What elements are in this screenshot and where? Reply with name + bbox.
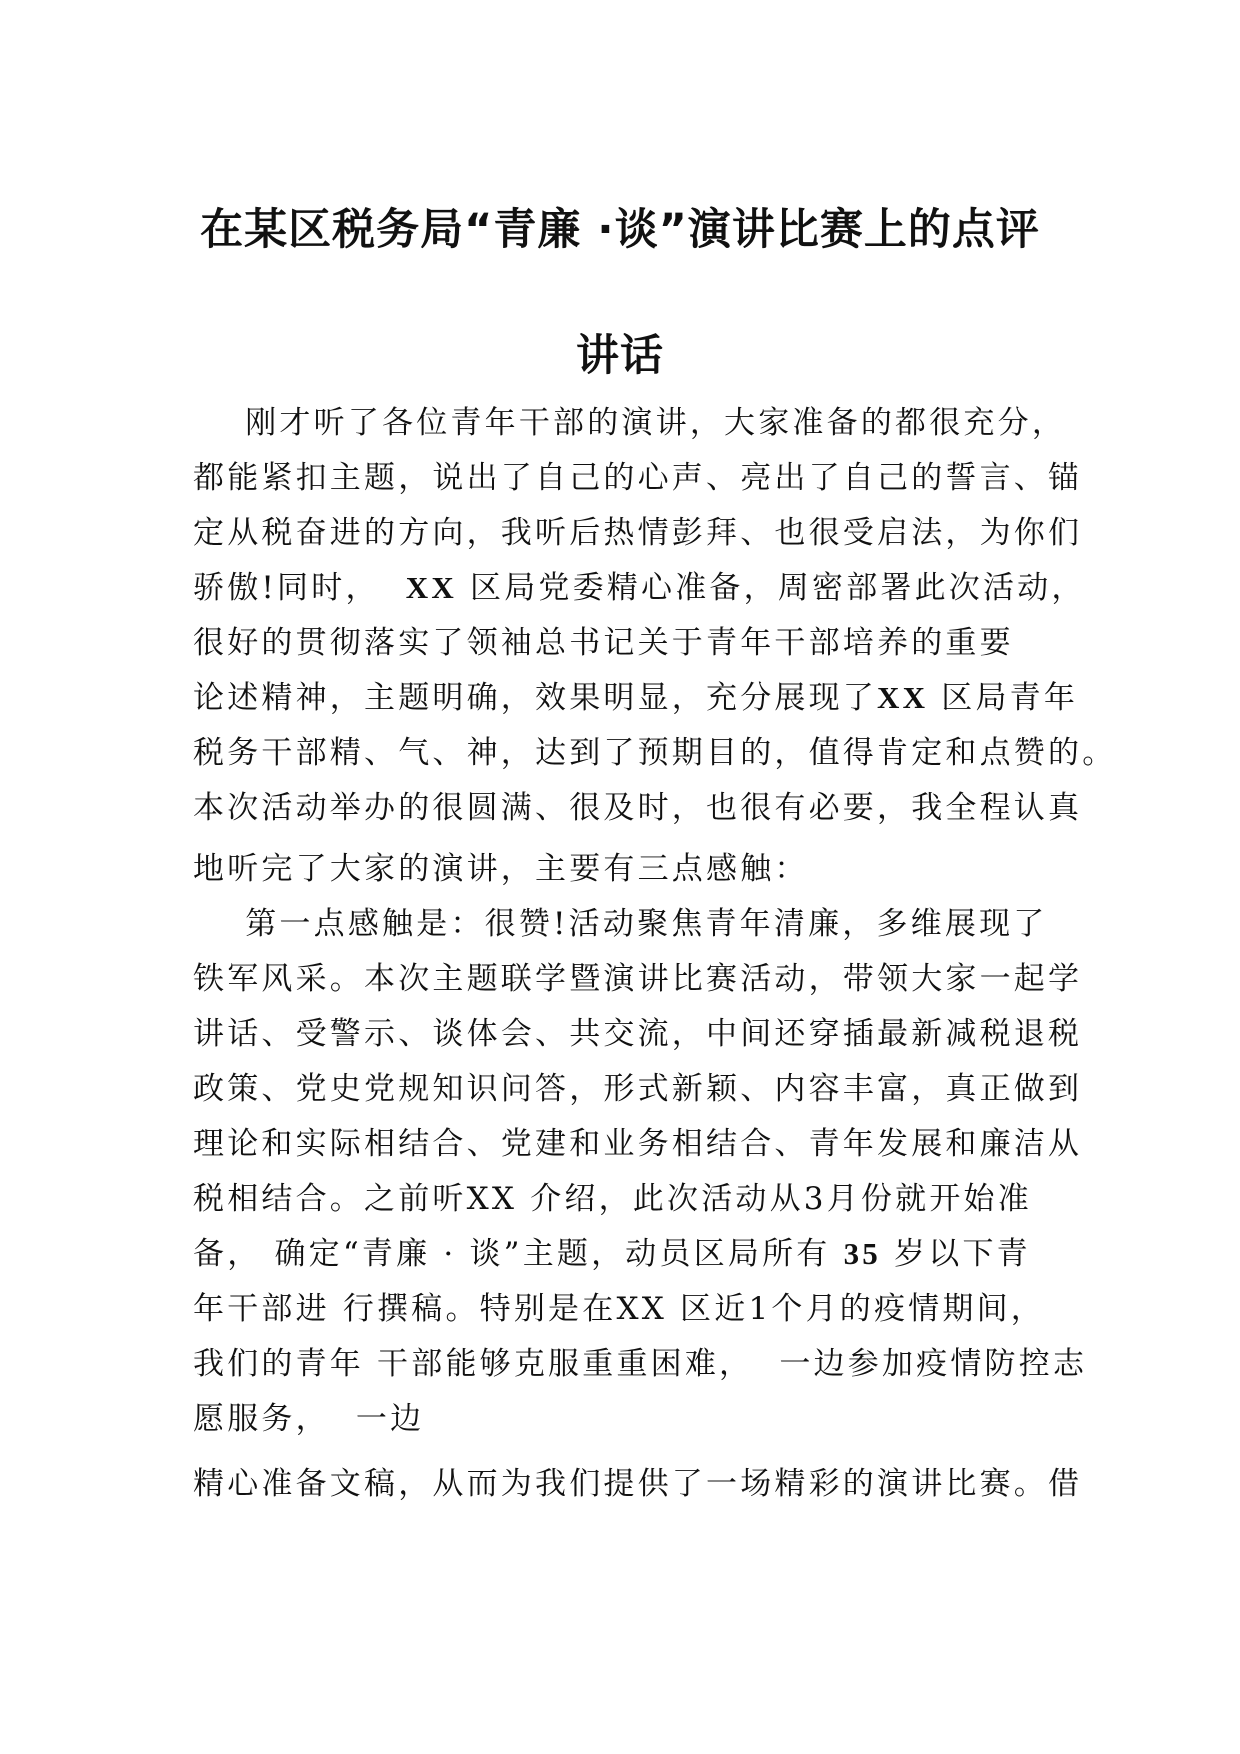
text-run: 备， 确定“青廉 · 谈”主题，动员区局所有 xyxy=(193,1236,844,1272)
text-run: 论述精神，主题明确，效果明显，充分展现了 xyxy=(193,680,877,716)
text-run: 愿服务， 一边 xyxy=(193,1401,425,1437)
text-run: 本次活动举办的很圆满、很及时，也很有必要，我全程认真 xyxy=(193,790,1083,826)
body-text-line xyxy=(193,1228,1031,1273)
body-text-line xyxy=(193,672,1078,717)
text-run: 讲话、受警示、谈体会、共交流，中间还穿插最新减税退税 xyxy=(193,1016,1083,1052)
body-text-line xyxy=(193,898,1047,943)
bold-text-run: XX xyxy=(405,570,457,605)
body-text-line xyxy=(193,953,1082,998)
body-text-line xyxy=(193,1118,1082,1163)
body-text-line xyxy=(193,1338,1087,1383)
text-run: 岁以下青 xyxy=(880,1236,1031,1272)
body-text-line xyxy=(193,1393,424,1438)
body-text-line xyxy=(193,397,1066,442)
body-text-line xyxy=(193,1063,1082,1108)
text-run: 刚才听了各位青年干部的演讲，大家准备的都很充分， xyxy=(193,405,1067,441)
body-text-line xyxy=(193,617,1014,662)
text-run: 很好的贯彻落实了领袖总书记关于青年干部培养的重要 xyxy=(193,625,1014,661)
body-text-line xyxy=(193,843,809,888)
body-text-line xyxy=(193,1008,1082,1053)
body-text-line xyxy=(193,727,1116,772)
text-run: 理论和实际相结合、党建和业务相结合、青年发展和廉洁从 xyxy=(193,1126,1083,1162)
text-run: 精心准备文稿，从而为我们提供了一场精彩的演讲比赛。借 xyxy=(193,1466,1083,1502)
body-text-line xyxy=(193,562,1086,607)
document-title-line-1: 在某区税务局“青廉 ·谈”演讲比赛上的点评 xyxy=(200,205,1040,255)
document-title-line-2: 讲话 xyxy=(576,331,664,381)
text-run: 骄傲!同时， xyxy=(193,570,406,606)
text-run: 税务干部精、气、神，达到了预期目的，值得肯定和点赞的。 xyxy=(193,735,1117,771)
text-run: 区局党委精心准备，周密部署此次活动， xyxy=(456,570,1086,606)
body-text-line xyxy=(193,452,1082,497)
body-text-line xyxy=(193,1173,1032,1218)
text-run: 税相结合。之前听XX 介绍，此次活动从3月份就开始准 xyxy=(193,1181,1032,1217)
text-run: 我们的青年 干部能够克服重重困难， 一边参加疫情防控志 xyxy=(193,1346,1088,1382)
body-text-line xyxy=(193,1458,1082,1503)
bold-text-run: XX xyxy=(877,680,929,715)
body-text-line xyxy=(193,782,1082,827)
text-run: 第一点感触是：很赞!活动聚焦青年清廉，多维展现了 xyxy=(193,906,1048,942)
text-run: 区局青年 xyxy=(928,680,1079,716)
text-run: 铁军风采。本次主题联学暨演讲比赛活动，带领大家一起学 xyxy=(193,961,1083,997)
text-run: 定从税奋进的方向，我听后热情彭拜、也很受启法，为你们 xyxy=(193,515,1083,551)
text-run: 年干部进 行撰稿。特别是在XX 区近1个月的疫情期间， xyxy=(193,1291,1045,1327)
body-text-line xyxy=(193,1283,1045,1328)
text-run: 政策、党史党规知识问答，形式新颖、内容丰富，真正做到 xyxy=(193,1071,1083,1107)
text-run: 都能紧扣主题，说出了自己的心声、亮出了自己的誓言、锚 xyxy=(193,460,1083,496)
bold-text-run: 35 xyxy=(843,1236,881,1271)
body-text-line xyxy=(193,507,1082,552)
text-run: 地听完了大家的演讲，主要有三点感触： xyxy=(193,851,809,887)
